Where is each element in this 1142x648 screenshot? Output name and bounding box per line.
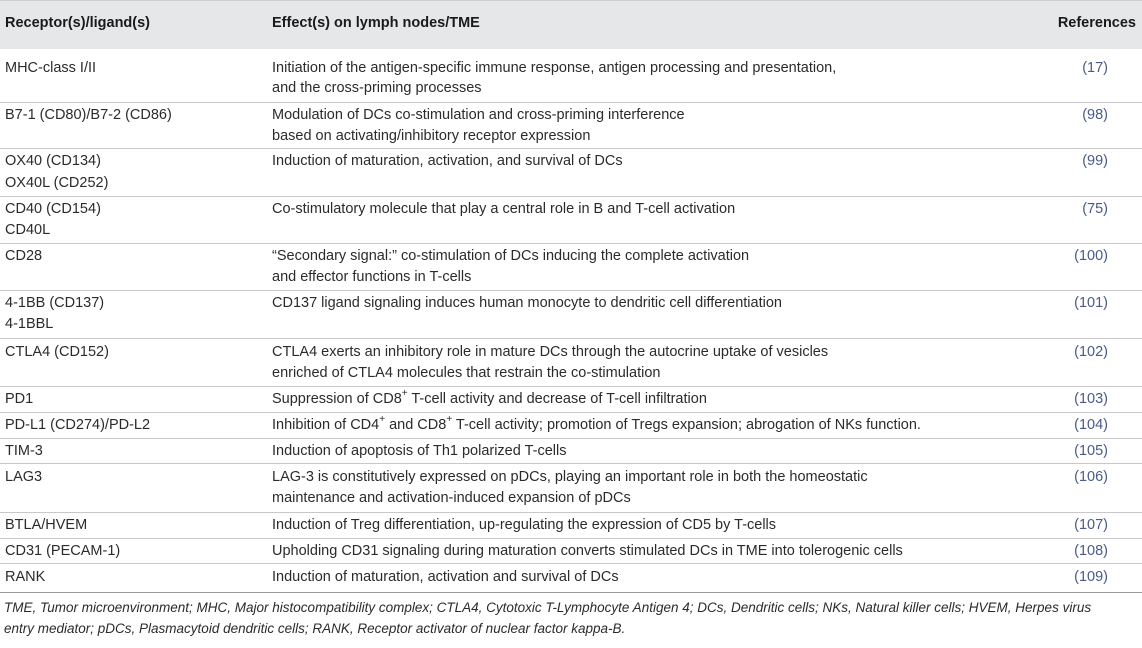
row-effect-line1: CD137 ligand signaling induces human monocyte to dendritic cell differentiation (272, 295, 782, 311)
row-reference-link[interactable]: (105) (1074, 443, 1108, 459)
row-effect-line2: enriched of CTLA4 molecules that restrain the co-stimulation (272, 365, 661, 381)
row-reference-link[interactable]: (100) (1074, 248, 1108, 264)
row-effect-line1: Induction of maturation, activation and survival of DCs (272, 569, 619, 585)
footnote-line1: TME, Tumor microenvironment; MHC, Major histocompatibility complex; CTLA4, Cytotoxic T-Lymphocyte Antigen 4; DCs, Dendritic cells; NKs, Natural killer cells; HVEM, Herpes virus (4, 600, 1092, 615)
row-effect-line1: Induction of apoptosis of Th1 polarized T-cells (272, 443, 567, 459)
row-divider (0, 243, 1142, 244)
row-divider (0, 290, 1142, 291)
row-effect-line1 (272, 388, 707, 410)
header-effects: Effect(s) on lymph nodes/TME (272, 15, 480, 31)
row-divider (0, 338, 1142, 339)
row-effect-line1: Modulation of DCs co-stimulation and cross-priming interference (272, 107, 685, 123)
row-divider (0, 438, 1142, 439)
row-ligand-line2: 4-1BBL (5, 316, 54, 332)
row-reference-link[interactable]: (99) (1082, 153, 1108, 169)
row-reference-link[interactable]: (102) (1074, 344, 1108, 360)
header-references: References (1057, 15, 1136, 31)
row-ligand: CTLA4 (CD152) (5, 344, 109, 360)
header-receptor-ligand: Receptor(s)/ligand(s) (5, 15, 151, 31)
row-divider (0, 538, 1142, 539)
row-effect-line2: and effector functions in T-cells (272, 269, 472, 285)
table-footnote (4, 597, 1138, 639)
row-reference-link[interactable]: (108) (1074, 543, 1108, 559)
row-effect-line1: Co-stimulatory molecule that play a central role in B and T-cell activation (272, 201, 736, 217)
row-effect-line2: maintenance and activation-induced expansion of pDCs (272, 490, 631, 506)
row-ligand: 4-1BB (CD137) (5, 295, 105, 311)
row-ligand: OX40 (CD134) (5, 153, 101, 169)
row-reference-link[interactable]: (17) (1082, 60, 1108, 76)
footnote-line2: entry mediator; pDCs, Plasmacytoid dendritic cells; RANK, Receptor activator of nuclear factor kappa-B. (4, 621, 626, 636)
row-ligand: CD28 (5, 248, 43, 264)
row-reference-link[interactable]: (107) (1074, 517, 1108, 533)
row-divider (0, 102, 1142, 103)
row-divider (0, 463, 1142, 464)
row-reference-link[interactable]: (101) (1074, 295, 1108, 311)
row-effect-line1: Induction of maturation, activation, and survival of DCs (272, 153, 623, 169)
row-effect-line1: CTLA4 exerts an inhibitory role in mature DCs through the autocrine uptake of vesicles (272, 344, 829, 360)
row-ligand-line2: OX40L (CD252) (5, 175, 109, 191)
row-effect-line1: Induction of Treg differentiation, up-regulating the expression of CD5 by T-cells (272, 517, 777, 533)
row-ligand: TIM-3 (5, 443, 43, 459)
row-divider (0, 386, 1142, 387)
row-effect-line2: and the cross-priming processes (272, 80, 482, 96)
row-divider (0, 148, 1142, 149)
table-header (0, 0, 1142, 49)
effect-text: T-cell activity and decrease of T-cell infiltration (407, 391, 707, 407)
row-ligand: B7-1 (CD80)/B7-2 (CD86) (5, 107, 172, 123)
row-effect-line2: based on activating/inhibitory receptor expression (272, 128, 591, 144)
effect-text: Inhibition of CD4 (272, 417, 380, 433)
row-ligand: PD1 (5, 391, 34, 407)
row-ligand-line2: CD40L (5, 222, 51, 238)
row-ligand: PD-L1 (CD274)/PD-L2 (5, 417, 151, 433)
row-effect-line1: Initiation of the antigen-specific immune response, antigen processing and presentation, (272, 60, 837, 76)
effect-text: T-cell activity; promotion of Tregs expansion; abrogation of NKs function. (452, 417, 921, 433)
row-ligand: LAG3 (5, 469, 43, 485)
row-reference-link[interactable]: (98) (1082, 107, 1108, 123)
row-ligand: CD40 (CD154) (5, 201, 101, 217)
row-ligand: CD31 (PECAM-1) (5, 543, 121, 559)
row-effect-line1 (272, 414, 921, 436)
superscript: + (446, 414, 453, 426)
row-ligand: MHC-class I/II (5, 60, 97, 76)
row-divider (0, 412, 1142, 413)
row-reference-link[interactable]: (106) (1074, 469, 1108, 485)
row-reference-link[interactable]: (103) (1074, 391, 1108, 407)
row-divider (0, 512, 1142, 513)
table-bottom-rule (0, 592, 1142, 593)
superscript: + (379, 414, 386, 426)
row-ligand: BTLA/HVEM (5, 517, 88, 533)
row-divider (0, 196, 1142, 197)
row-divider (0, 563, 1142, 564)
row-effect-line1: LAG-3 is constitutively expressed on pDCs, playing an important role in both the homeostatic (272, 469, 868, 485)
row-effect-line1: Upholding CD31 signaling during maturation converts stimulated DCs in TME into tolerogenic cells (272, 543, 903, 559)
row-reference-link[interactable]: (75) (1082, 201, 1108, 217)
effect-text: and CD8 (385, 417, 447, 433)
effect-text: Suppression of CD8 (272, 391, 402, 407)
row-ligand: RANK (5, 569, 46, 585)
row-reference-link[interactable]: (104) (1074, 417, 1108, 433)
row-reference-link[interactable]: (109) (1074, 569, 1108, 585)
row-effect-line1: “Secondary signal:” co-stimulation of DCs inducing the complete activation (272, 248, 750, 264)
superscript: + (401, 388, 408, 400)
